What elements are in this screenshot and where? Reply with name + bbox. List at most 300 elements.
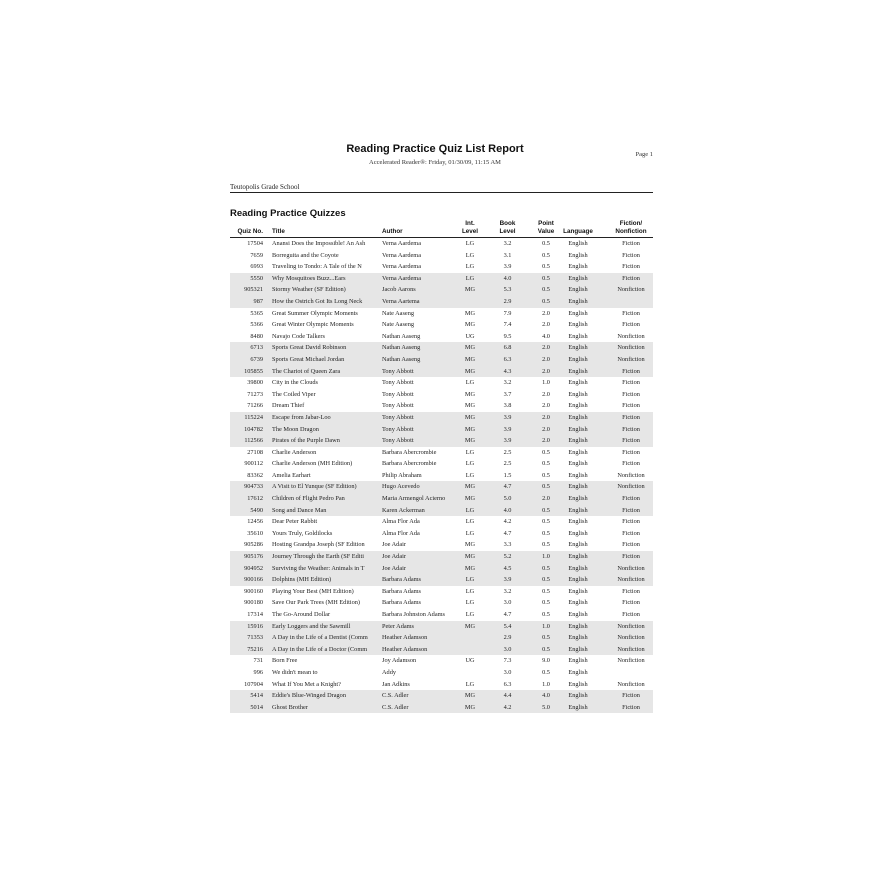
interest-level: MG [464,553,476,561]
book-title: Journey Through the Earth (SF Editi [272,553,365,561]
book-level: 4.2 [503,518,512,526]
book-title: Pirates of the Purple Dawn [272,437,340,445]
point-value: 0.5 [542,483,550,491]
language: English [568,379,588,387]
column-headers [230,217,653,238]
author-name: Verna Aartema [382,297,420,305]
fiction-type: Nonfiction [617,634,645,642]
language: English [568,448,588,456]
fiction-type: Fiction [622,495,640,503]
point-value: 0.5 [542,564,550,572]
book-level: 2.5 [503,460,512,468]
fiction-type: Fiction [622,599,640,607]
table-row [230,238,653,250]
table-row [230,342,653,354]
point-value: 1.0 [542,553,550,561]
interest-level: LG [465,518,475,526]
language: English [568,460,588,468]
quiz-number: 71266 [247,402,263,410]
interest-level: MG [464,309,476,317]
table-row [230,424,653,436]
quiz-number: 996 [253,668,263,676]
quiz-number: 905321 [244,286,263,294]
book-title: Sports Great David Robinson [272,344,347,352]
point-value: 2.0 [542,413,550,421]
table-row [230,377,653,389]
fiction-type: Nonfiction [617,344,645,352]
table-row [230,435,653,447]
table-row [230,516,653,528]
header-line: Language [563,228,593,235]
author-name: Joe Adair [382,553,406,561]
table-row [230,563,653,575]
quiz-number: 75216 [247,645,263,653]
table-row [230,667,653,679]
book-title: Ghost Brother [272,703,308,711]
quiz-number: 904952 [244,564,263,572]
quiz-number: 104782 [244,425,263,433]
section-title: Reading Practice Quizzes [230,208,346,219]
author-name: Jan Adkins [382,680,410,688]
book-title: Stormy Weather (SF Edition) [272,286,346,294]
point-value: 2.0 [542,390,550,398]
author-name: Alma Flor Ada [382,529,420,537]
language: English [568,622,588,630]
book-level: 3.2 [503,587,512,595]
interest-level: LG [465,274,475,282]
book-level: 3.9 [503,576,512,584]
book-title: Dolphins (MH Edition) [272,576,332,584]
book-level: 7.9 [503,309,512,317]
fiction-type: Fiction [622,274,640,282]
interest-level: LG [465,240,475,247]
table-row [230,644,653,656]
language: English [568,692,588,700]
book-level: 5.2 [503,553,512,561]
author-name: Joe Adair [382,564,406,572]
quiz-number: 112566 [244,437,263,445]
author-name: Nathan Aaseng [382,344,421,352]
book-level: 3.0 [503,599,512,607]
interest-level: MG [464,321,476,329]
point-value: 0.5 [542,506,550,514]
fiction-type: Nonfiction [617,564,645,572]
interest-level: MG [464,367,476,375]
book-level: 4.7 [503,611,512,618]
book-level: 4.3 [503,367,512,375]
book-level: 3.3 [503,541,512,549]
quiz-number: 115224 [244,413,263,421]
language: English [568,251,588,259]
language: English [568,541,588,549]
book-title: Song and Dance Man [272,506,327,514]
table-row [230,632,653,644]
author-name: Barbara Johnston Adams [382,611,445,618]
interest-level: MG [464,425,476,433]
point-value: 0.5 [542,471,550,479]
quiz-number: 905286 [244,541,263,549]
interest-level: LG [465,251,475,259]
author-name: Tony Abbott [382,425,414,433]
language: English [568,599,588,607]
interest-level: MG [464,564,476,572]
book-level: 3.0 [503,668,512,676]
language: English [568,506,588,514]
language: English [568,240,588,247]
book-level: 4.0 [503,506,512,514]
book-title: Save Our Park Trees (MH Edition) [272,599,360,607]
table-row [230,481,653,493]
author-name: Tony Abbott [382,413,414,421]
point-value: 2.0 [542,437,550,445]
fiction-type: Nonfiction [617,622,645,630]
table-row [230,621,653,633]
language: English [568,263,588,271]
header-line: Author [382,228,403,235]
table-row [230,470,653,482]
author-name: Heather Adamson [382,634,428,642]
header-line: Point [538,220,554,227]
table-row [230,609,653,621]
book-level: 3.7 [503,390,512,398]
header-language [563,228,593,236]
book-level: 3.9 [503,425,512,433]
interest-level: LG [465,680,475,688]
header-quiz-no [230,228,263,236]
fiction-type: Nonfiction [617,680,645,688]
language: English [568,297,588,305]
quiz-number: 900180 [244,599,263,607]
point-value: 9.0 [542,657,550,665]
fiction-type: Fiction [622,518,640,526]
book-title: Dear Peter Rabbit [272,518,318,526]
author-name: Maria Armengol Acierno [382,495,446,503]
author-name: Verna Aardema [382,263,421,271]
book-title: Why Mosquitoes Buzz...Ears [272,274,346,282]
book-title: A Day in the Life of a Dentist (Comm [272,634,368,642]
book-level: 3.9 [503,413,512,421]
book-title: Amelia Earhart [272,471,311,479]
language: English [568,437,588,445]
book-title: Sports Great Michael Jordan [272,355,345,363]
language: English [568,344,588,352]
point-value: 2.0 [542,402,550,410]
point-value: 0.5 [542,251,550,259]
quiz-number: 731 [253,657,263,665]
fiction-type: Nonfiction [617,355,645,363]
interest-level: LG [465,506,475,514]
book-level: 6.3 [503,680,512,688]
book-title: Anansi Does the Impossible! An Ash [272,240,366,247]
book-title: We didn't mean to [272,668,318,676]
table-row [230,574,653,586]
book-level: 3.1 [503,251,512,259]
author-name: Barbara Abercrombie [382,448,437,456]
fiction-type: Fiction [622,437,640,445]
author-name: Nate Aaseng [382,309,414,317]
language: English [568,645,588,653]
point-value: 0.5 [542,460,550,468]
quiz-number: 71353 [247,634,263,642]
header-book-level [495,220,520,236]
fiction-type: Fiction [622,263,640,271]
table-row [230,284,653,296]
language: English [568,286,588,294]
book-level: 5.3 [503,286,512,294]
quiz-number: 17504 [247,240,263,247]
book-level: 6.3 [503,355,512,363]
book-title: Charlie Anderson [272,448,317,456]
interest-level: LG [465,611,475,618]
book-title: Traveling to Tondo: A Tale of the N [272,263,362,271]
book-title: A Day in the Life of a Doctor (Comm [272,645,368,653]
table-row [230,597,653,609]
interest-level: MG [464,437,476,445]
language: English [568,680,588,688]
language: English [568,483,588,491]
book-level: 2.5 [503,448,512,456]
fiction-type: Fiction [622,413,640,421]
table-row [230,690,653,702]
language: English [568,425,588,433]
quiz-number: 6713 [250,344,263,352]
table-row [230,389,653,401]
interest-level: MG [464,286,476,294]
header-line: Value [537,228,555,235]
language: English [568,355,588,363]
school-name: Teutopolis Grade School [230,183,300,191]
point-value: 4.0 [542,692,550,700]
author-name: Peter Adams [382,622,415,630]
fiction-type: Fiction [622,379,640,387]
language: English [568,564,588,572]
interest-level: MG [464,541,476,549]
report-title: Reading Practice Quiz List Report [346,143,524,155]
quiz-number: 5414 [250,692,263,700]
book-level: 2.9 [503,297,512,305]
language: English [568,576,588,584]
point-value: 0.5 [542,587,550,595]
point-value: 0.5 [542,529,550,537]
header-fiction-nonfiction [606,220,656,236]
table-row [230,366,653,378]
header-author [382,228,462,236]
language: English [568,587,588,595]
book-level: 4.2 [503,703,512,711]
language: English [568,518,588,526]
quiz-number: 6739 [250,355,263,363]
book-title: Dream Thief [272,402,305,410]
point-value: 4.0 [542,332,550,340]
table-row [230,250,653,262]
fiction-type: Fiction [622,251,640,259]
author-name: Tony Abbott [382,402,414,410]
point-value: 0.5 [542,645,550,653]
header-line: Int. [465,220,475,227]
header-line: Title [272,228,285,235]
point-value: 0.5 [542,576,550,584]
book-title: Borreguita and the Coyote [272,251,339,259]
point-value: 1.0 [542,379,550,387]
point-value: 0.5 [542,668,550,676]
quiz-number: 900160 [244,587,263,595]
header-line: Quiz No. [237,228,263,235]
interest-level: UG [465,332,475,340]
book-level: 3.9 [503,437,512,445]
table-row [230,679,653,691]
book-level: 5.0 [503,495,512,503]
quiz-number: 15916 [247,622,263,630]
author-name: Nate Aaseng [382,321,414,329]
interest-level: LG [465,599,475,607]
fiction-type: Fiction [622,541,640,549]
author-name: Barbara Adams [382,587,421,595]
quiz-number: 7659 [250,251,263,259]
interest-level: LG [465,471,475,479]
point-value: 5.0 [542,703,550,711]
point-value: 2.0 [542,344,550,352]
point-value: 0.5 [542,599,550,607]
fiction-type: Fiction [622,367,640,375]
author-name: Verna Aardema [382,240,421,247]
book-level: 4.7 [503,529,512,537]
interest-level: LG [465,379,475,387]
fiction-type: Fiction [622,703,640,711]
quiz-number: 6993 [250,263,263,271]
point-value: 2.0 [542,495,550,503]
book-title: Children of Flight Pedro Pan [272,495,345,503]
book-title: The Coiled Viper [272,390,316,398]
table-row [230,308,653,320]
author-name: Jacob Aarons [382,286,416,294]
author-name: Tony Abbott [382,379,414,387]
quiz-number: 900166 [244,576,263,584]
book-level: 3.9 [503,263,512,271]
book-title: Navajo Code Talkers [272,332,325,340]
header-line: Level [499,228,516,235]
quiz-number: 71273 [247,390,263,398]
point-value: 1.0 [542,680,550,688]
book-title: A Visit to El Yunque (SF Edition) [272,483,357,491]
fiction-type: Fiction [622,425,640,433]
fiction-type: Fiction [622,448,640,456]
interest-level: MG [464,495,476,503]
fiction-type: Fiction [622,309,640,317]
author-name: Joy Adamson [382,657,417,665]
author-name: Barbara Adams [382,599,421,607]
table-row [230,354,653,366]
fiction-type: Fiction [622,402,640,410]
quiz-number: 5550 [250,274,263,282]
table-row [230,412,653,424]
table-row [230,586,653,598]
header-title [272,228,376,236]
book-title: City in the Clouds [272,379,319,387]
language: English [568,367,588,375]
table-row [230,400,653,412]
point-value: 0.5 [542,634,550,642]
fiction-type: Fiction [622,587,640,595]
quiz-number: 5014 [250,703,263,711]
author-name: Hugo Acevedo [382,483,420,491]
book-title: The Chariot of Queen Zara [272,367,341,375]
quiz-number: 83362 [247,471,263,479]
fiction-type: Nonfiction [617,576,645,584]
quiz-number: 987 [253,297,263,305]
book-title: Eddie's Blue-Winged Dragon [272,692,346,700]
interest-level: LG [465,460,475,468]
book-title: The Go-Around Dollar [272,611,331,618]
author-name: Verna Aardema [382,251,421,259]
book-title: Playing Your Best (MH Edition) [272,587,354,595]
quiz-number: 5366 [250,321,263,329]
language: English [568,703,588,711]
language: English [568,553,588,561]
fiction-type: Nonfiction [617,471,645,479]
quiz-number: 39800 [247,379,263,387]
book-title: Surviving the Weather: Animals in T [272,564,365,572]
book-level: 4.5 [503,564,512,572]
book-level: 2.9 [503,634,512,642]
quiz-number: 17612 [247,495,263,503]
point-value: 2.0 [542,355,550,363]
language: English [568,495,588,503]
fiction-type: Nonfiction [617,645,645,653]
point-value: 0.5 [542,263,550,271]
language: English [568,413,588,421]
header-int-level [458,220,482,236]
fiction-type: Fiction [622,240,640,247]
book-title: How the Ostrich Got Its Long Neck [272,297,363,305]
fiction-type: Fiction [622,611,640,618]
interest-level: MG [464,402,476,410]
book-level: 4.7 [503,483,512,491]
language: English [568,634,588,642]
point-value: 0.5 [542,518,550,526]
language: English [568,657,588,665]
book-level: 3.2 [503,240,512,247]
interest-level: MG [464,692,476,700]
book-title: Great Winter Olympic Moments [272,321,354,329]
book-title: The Moon Dragon [272,425,319,433]
author-name: Addy [382,668,396,676]
author-name: C.S. Adler [382,703,409,711]
author-name: Philip Abraham [382,471,422,479]
fiction-type: Fiction [622,460,640,468]
quiz-number: 8480 [250,332,263,340]
fiction-type: Nonfiction [617,657,645,665]
report-subtitle: Accelerated Reader®: Friday, 01/30/09, 11:15 AM [369,159,501,166]
language: English [568,402,588,410]
book-title: Born Free [272,657,298,665]
header-line: Level [461,228,479,235]
author-name: Alma Flor Ada [382,518,420,526]
book-level: 3.8 [503,402,512,410]
book-level: 3.2 [503,379,512,387]
language: English [568,309,588,317]
fiction-type: Nonfiction [617,286,645,294]
author-name: C.S. Adler [382,692,409,700]
book-title: Charlie Anderson (MH Edition) [272,460,353,468]
header-line: Fiction/ [619,220,643,227]
language: English [568,529,588,537]
book-level: 1.5 [503,471,512,479]
quiz-number: 12456 [247,518,263,526]
interest-level: MG [464,355,476,363]
interest-level: MG [464,413,476,421]
interest-level: LG [465,576,475,584]
fiction-type: Fiction [622,506,640,514]
